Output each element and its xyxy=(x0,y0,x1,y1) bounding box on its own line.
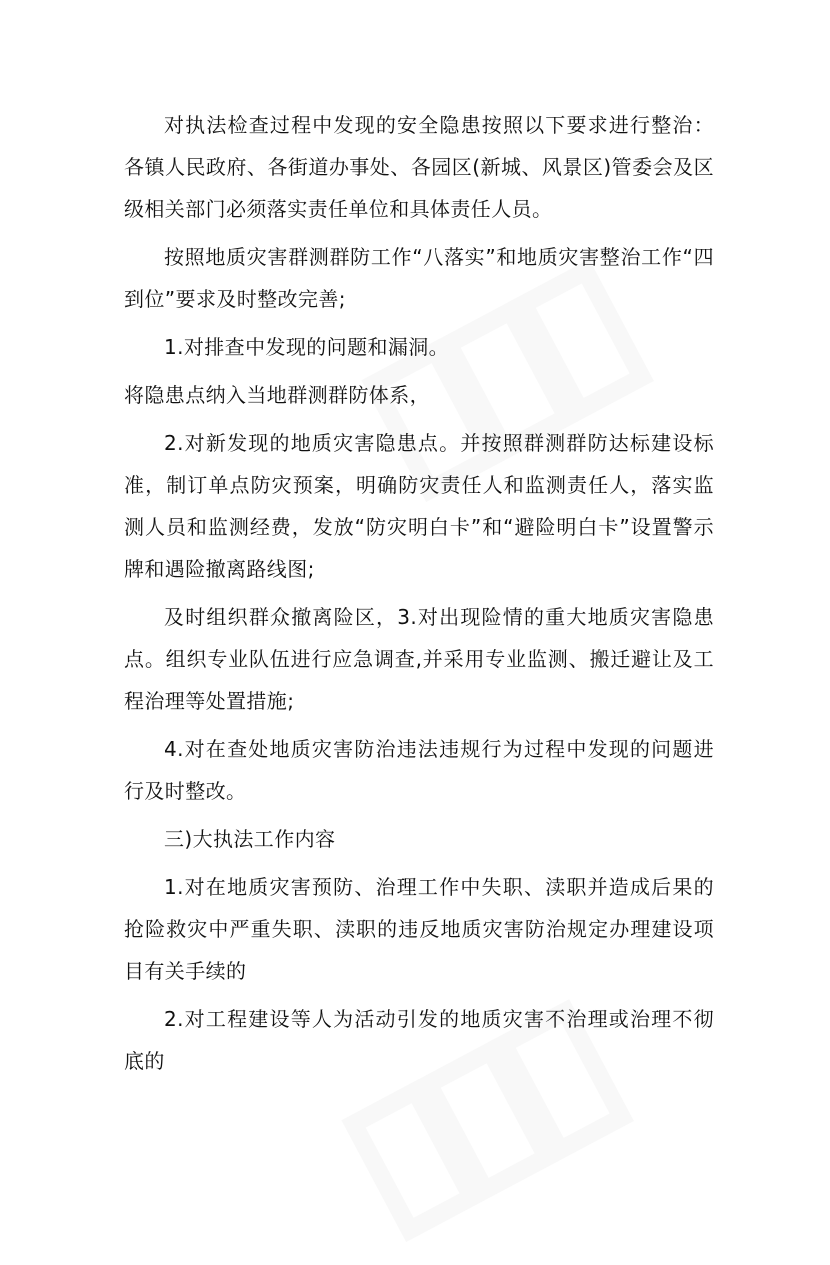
paragraph: 2.对工程建设等人为活动引发的地质灾害不治理或治理不彻底的 xyxy=(124,1007,714,1073)
paragraph: 将隐患点纳入当地群测群防体系， xyxy=(124,383,430,407)
document-body xyxy=(124,104,714,1088)
paragraph: 1.对排查中发现的问题和漏洞。 xyxy=(164,335,450,359)
paragraph: 4.对在查处地质灾害防治违法违规行为过程中发现的问题进行及时整改。 xyxy=(124,737,714,803)
paragraph: 对执法检查过程中发现的安全隐患按照以下要求进行整治：各镇人民政府、各街道办事处、各园区(新城、风景区)管委会及区级相关部门必须落实责任单位和具体责任人员。 xyxy=(124,113,714,221)
paragraph: 按照地质灾害群测群防工作“八落实”和地质灾害整治工作“四到位”要求及时整改完善; xyxy=(124,245,714,311)
paragraph: 及时组织群众撤离险区，3.对出现险情的重大地质灾害隐患点。组织专业队伍进行应急调查,并采用专业监测、搬迁避让及工程治理等处置措施; xyxy=(124,605,714,713)
paragraph: 1.对在地质灾害预防、治理工作中失职、渎职并造成后果的抢险救灾中严重失职、渎职的违反地质灾害防治规定办理建设项目有关手续的 xyxy=(124,875,714,983)
paragraph: 2.对新发现的地质灾害隐患点。并按照群测群防达标建设标准，制订单点防灾预案，明确防灾责任人和监测责任人，落实监测人员和监测经费，发放“防灾明白卡”和“避险明白卡”设置警示牌和遇险撤离路线图; xyxy=(124,431,714,581)
section-heading: 三)大执法工作内容 xyxy=(164,827,336,851)
